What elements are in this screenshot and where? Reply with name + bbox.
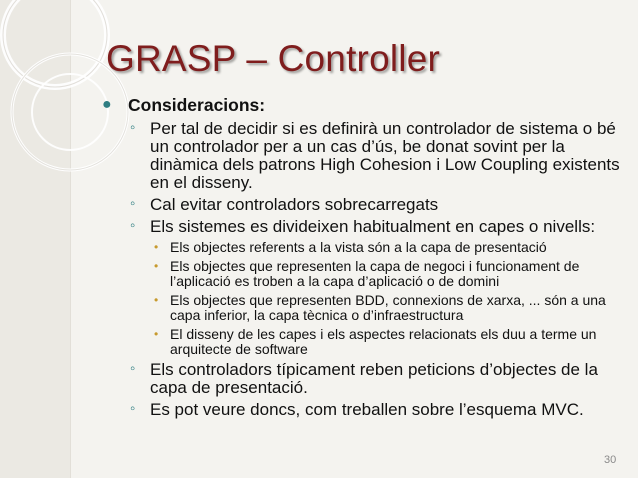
bullet-level2 [100, 361, 620, 397]
small-dot-icon: • [154, 327, 159, 341]
bullet-level2 [100, 218, 620, 236]
hollow-circle-icon: ◦ [130, 400, 136, 417]
bullet-text: Els objectes que representen la capa de negoci i funcionament de l’aplicació es troben a la capa d’aplicació o de domini [170, 258, 580, 289]
bullet-text: Els objectes que representen BDD, connexions de xarxa, ... són a una capa inferior, la capa tècnica o d’infraestructura [170, 292, 606, 323]
bullet-level3 [100, 327, 620, 357]
bullet-level2 [100, 120, 620, 192]
small-dot-icon: • [154, 240, 159, 254]
filled-circle-icon: ● [102, 96, 112, 113]
bullet-level1 [100, 95, 620, 116]
bullet-level2 [100, 196, 620, 214]
bullet-text: Els sistemes es divideixen habitualment en capes o nivells: [150, 217, 596, 236]
bullet-text: Els objectes referents a la vista són a la capa de presentació [170, 239, 547, 255]
hollow-circle-icon: ◦ [130, 217, 136, 234]
slide-content [100, 95, 620, 423]
bullet-level2 [100, 401, 620, 419]
bullet-text: Consideracions: [128, 95, 266, 115]
small-dot-icon: • [154, 293, 159, 307]
hollow-circle-icon: ◦ [130, 195, 136, 212]
bullet-level3 [100, 259, 620, 289]
bullet-level3 [100, 293, 620, 323]
bullet-text: Per tal de decidir si es definirà un controlador de sistema o bé un controlador per a un cas d’ús, be donat sovint per la dinàmica dels patrons High Cohesion i Low Coupling existents en el disseny. [150, 119, 620, 192]
hollow-circle-icon: ◦ [130, 360, 136, 377]
slide-title: GRASP – Controller [106, 38, 440, 79]
bullet-text: Cal evitar controladors sobrecarregats [150, 195, 439, 214]
bullet-text: Es pot veure doncs, com treballen sobre l’esquema MVC. [150, 400, 584, 419]
bullet-level3 [100, 240, 620, 255]
bullet-text: Els controladors típicament reben peticions d’objectes de la capa de presentació. [150, 360, 598, 397]
page-number: 30 [604, 454, 617, 466]
hollow-circle-icon: ◦ [130, 119, 136, 136]
bullet-text: El disseny de les capes i els aspectes relacionats els duu a terme un arquitecte de software [170, 326, 597, 357]
small-dot-icon: • [154, 259, 159, 273]
